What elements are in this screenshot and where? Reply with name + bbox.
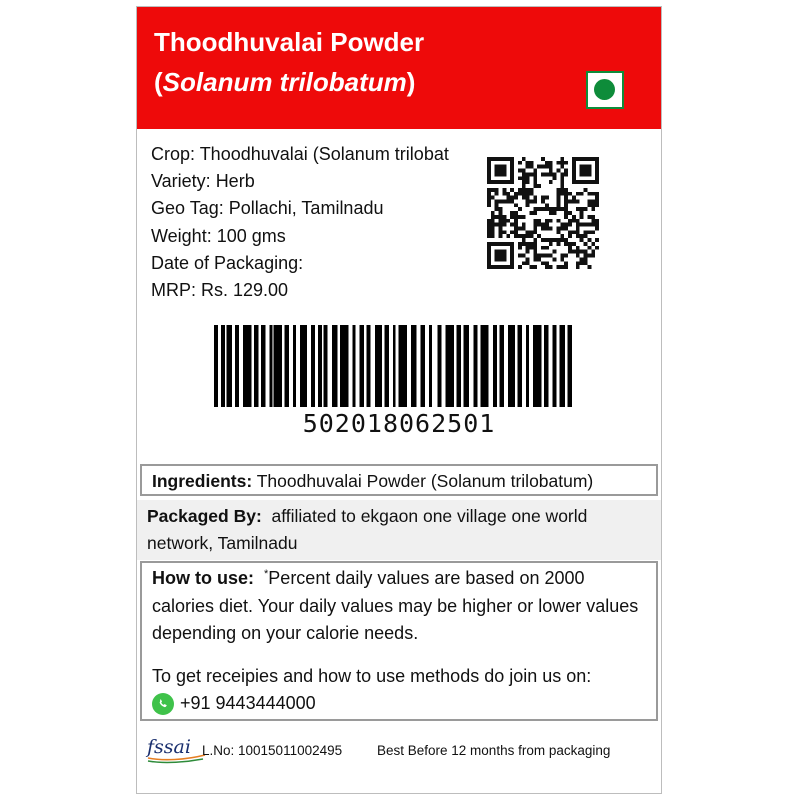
product-label xyxy=(136,6,662,794)
whatsapp-contact[interactable] xyxy=(152,690,646,718)
phone-number: +91 9443444000 xyxy=(180,693,316,713)
packaged-by-section xyxy=(137,500,661,560)
whatsapp-icon xyxy=(152,693,174,715)
barcode xyxy=(214,325,576,407)
weight-line: Weight: 100 gms xyxy=(151,225,286,246)
packaged-by-value: affiliated to ekgaon one village one world network, Tamilnadu xyxy=(147,506,593,553)
packaged-by-label: Packaged By: xyxy=(147,506,262,526)
geo-tag-line: Geo Tag: Pollachi, Tamilnadu xyxy=(151,198,384,219)
variety-line: Variety: Herb xyxy=(151,171,255,192)
product-scientific-name: (Solanum trilobatum) xyxy=(154,67,416,97)
ingredients-box xyxy=(140,464,658,496)
join-text: To get receipies and how to use methods do join us on: xyxy=(152,665,592,686)
ingredients-label: Ingredients: xyxy=(152,471,253,491)
asterisk: * xyxy=(264,568,269,580)
ingredients-value: Thoodhuvalai Powder (Solanum trilobatum) xyxy=(252,471,594,491)
how-to-use-label: How to use: xyxy=(152,568,254,588)
svg-text:fssai: fssai xyxy=(147,736,191,758)
product-info xyxy=(151,141,471,304)
packaging-date-line: Date of Packaging: xyxy=(151,252,304,273)
mrp-line: MRP: Rs. 129.00 xyxy=(151,280,289,301)
license-number: L.No: 10015011002495 xyxy=(202,743,343,758)
crop-line: Crop: Thoodhuvalai (Solanum trilobat xyxy=(151,144,449,164)
how-to-use-box xyxy=(140,561,658,721)
best-before: Best Before 12 months from packaging xyxy=(377,743,611,758)
qr-code-icon xyxy=(487,157,599,269)
how-to-use-text: Percent daily values are based on 2000 calories diet. Your daily values may be higher or lower values depending on your calorie needs. xyxy=(152,568,639,643)
barcode-number: 502018062501 xyxy=(302,409,496,438)
fssai-logo xyxy=(145,731,207,765)
label-header xyxy=(137,7,661,129)
veg-symbol-icon xyxy=(586,71,624,109)
product-title: Thoodhuvalai Powder xyxy=(154,27,425,57)
label-footer xyxy=(137,729,661,769)
